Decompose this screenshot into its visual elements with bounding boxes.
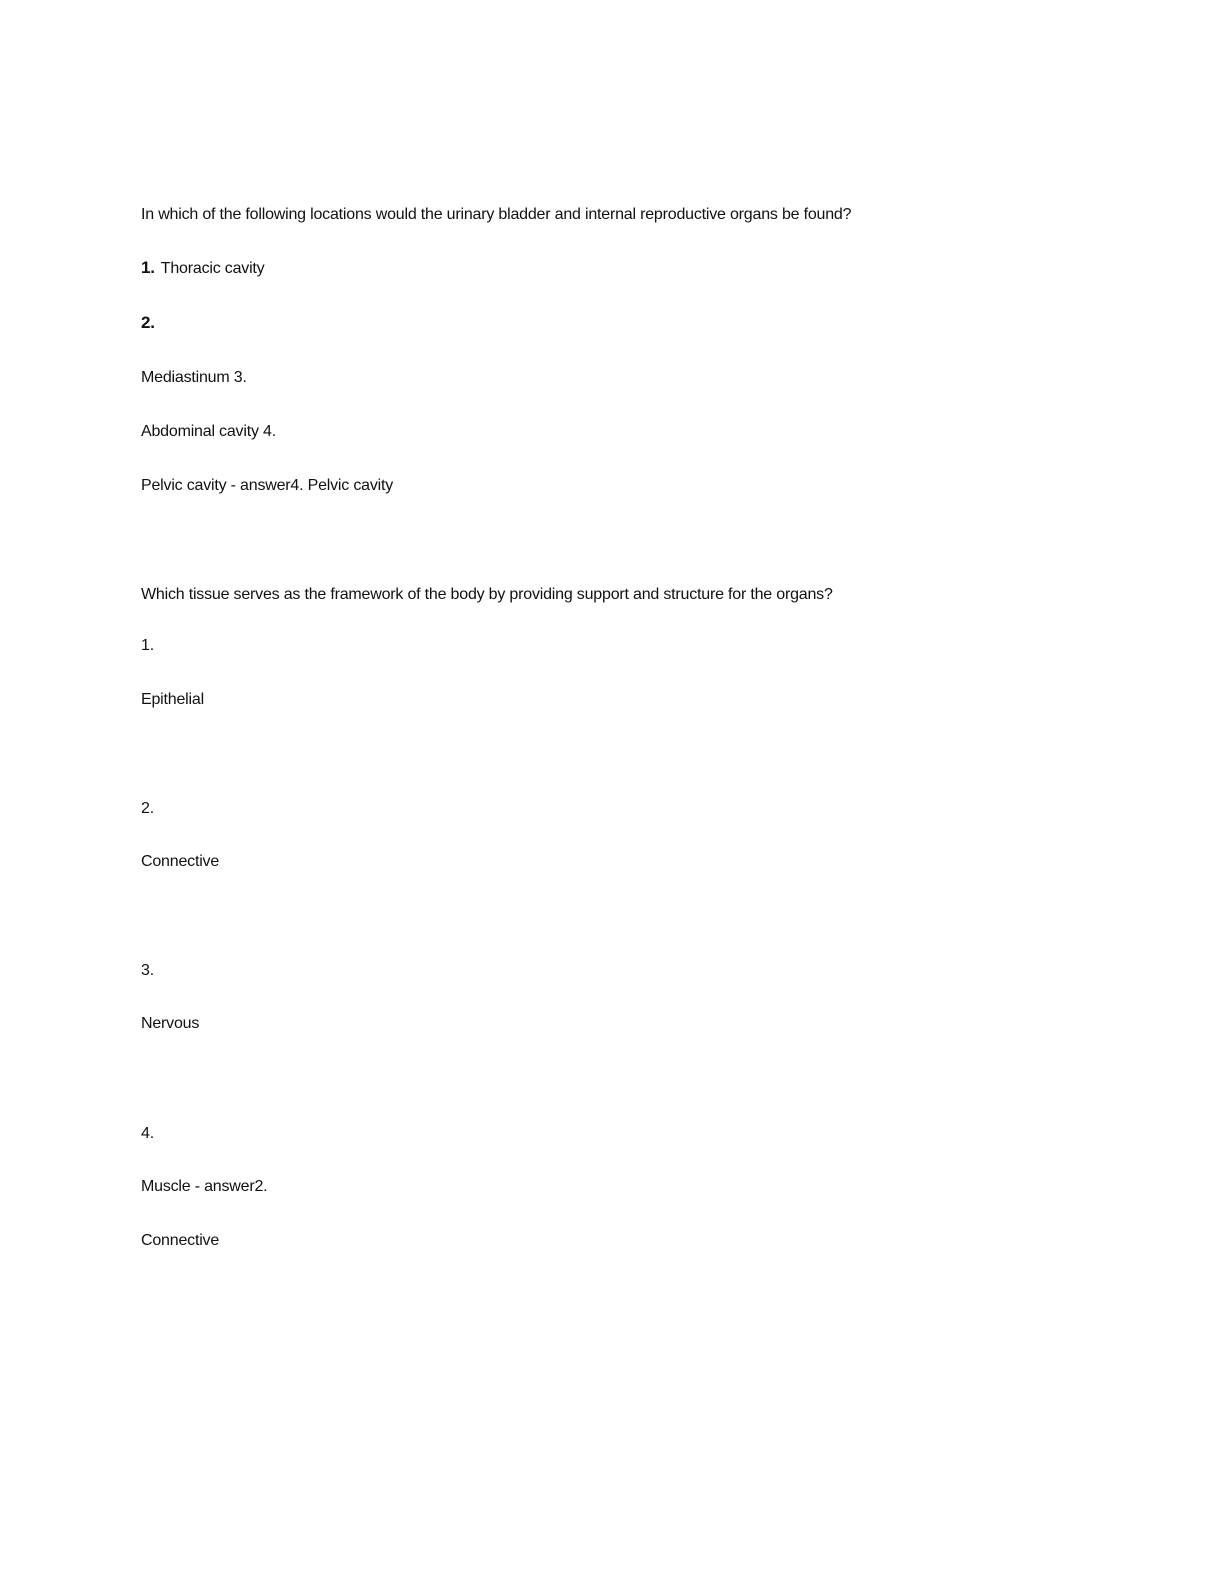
q1-answer-line: Pelvic cavity - answer4. Pelvic cavity — [141, 477, 394, 494]
q2-option-3-label: Nervous — [141, 1015, 200, 1032]
q1-option-1-label: Thoracic cavity — [160, 260, 265, 277]
q2-option-4-number: 4. — [141, 1125, 154, 1142]
question-1-text: In which of the following locations would the urinary bladder and internal reproductive organs be found? — [141, 206, 852, 223]
q2-option-2-number: 2. — [141, 800, 154, 817]
q2-option-1-label: Epithelial — [141, 691, 204, 708]
q1-option-2-number-label: 2. — [141, 313, 155, 332]
q1-option-1-number: 1. — [141, 258, 155, 277]
q1-line-abdominal: Abdominal cavity 4. — [141, 423, 276, 440]
q2-option-1-number: 1. — [141, 637, 154, 654]
q1-option-2-number — [141, 313, 161, 334]
question-2-text: Which tissue serves as the framework of the body by providing support and structure for the organs? — [141, 586, 833, 603]
q2-answer-text: Connective — [141, 1232, 220, 1249]
q1-line-mediastinum: Mediastinum 3. — [141, 369, 247, 386]
q2-option-3-number: 3. — [141, 962, 154, 979]
q2-option-2-label: Connective — [141, 853, 220, 870]
q2-option-4-answer-line: Muscle - answer2. — [141, 1178, 268, 1195]
q1-option-1 — [141, 258, 264, 279]
